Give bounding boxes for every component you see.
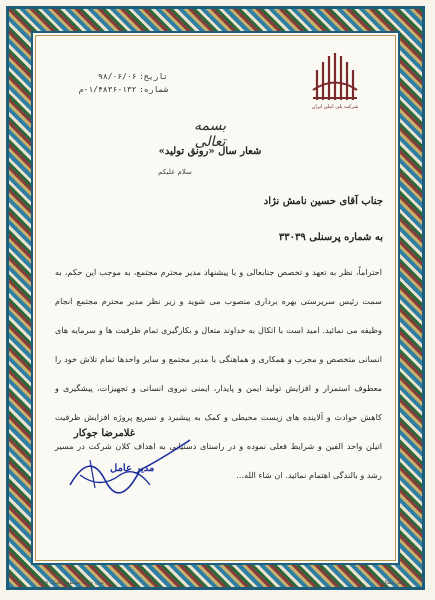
letter-body: احتراماً، نظر به تعهد و تخصص جنابعالی و با پیشنهاد مدیر محترم مجتمع، به موجب این حکم، به سمت رئیس سرپرستی بهره برداری منصوب می شوید و زیر نظر مدیر محترم مجتمع انجام وظیفه می نمائید. امید است با اتکال به خداوند متعال و بکارگیری تمام ظرفیت ها و سرمایه های انسانی متخصص و مجرب و همکاری و هماهنگی با مدیر مجتمع و سایر واحدها تمام تلاش خود را معطوف استمرار و افزایش تولید ایمن و پایدار، ایمنی نیروی انسانی و تجهیزات، پیشگیری و کاهش حوادث و آلاینده های زیست محیطی و کمک به پیشبرد و تسریع پروژه افزایش ظرفیت اتیلن واحد الفین و شرایط فعلی نموده و در راستای دستیابی به اهداف کلان شرکت در مسیر رشد و بالندگی اهتمام نمائید. ان شاء الله... xyxy=(55,267,382,480)
signer-name: غلامرضا جوکار xyxy=(73,428,135,439)
number-label: شماره: xyxy=(139,85,168,94)
number-value: ۱۳۲-۱/۴۸۳۶-م xyxy=(78,85,137,94)
greeting: سلام علیکم xyxy=(158,168,192,176)
logo-caption: شرکت پلی اتیلن ایران xyxy=(311,104,359,110)
number-row xyxy=(58,83,168,96)
recipient-name: جناب آقای حسین نامش نژاد xyxy=(263,196,383,207)
year-slogan: شعار سال «رونق تولید» xyxy=(158,146,262,157)
basmala: بسمه تعالی xyxy=(194,118,226,150)
company-logo xyxy=(305,50,365,105)
signer-title: مدیر عامل xyxy=(110,463,155,474)
date-row xyxy=(58,70,168,83)
personnel-number: به شماره پرسنلی ۳۳۰۳۹ xyxy=(278,232,383,243)
date-label: تاریخ: xyxy=(139,72,168,81)
footer-print-info: مدل چاپ: مسطح / تعداد: ۲۱۹ xyxy=(40,580,104,586)
date-value: ۹۸/۰۶/۰۶ xyxy=(98,72,137,81)
footer-office: دفتر مطالعه xyxy=(379,580,405,586)
letter-meta xyxy=(58,70,168,96)
